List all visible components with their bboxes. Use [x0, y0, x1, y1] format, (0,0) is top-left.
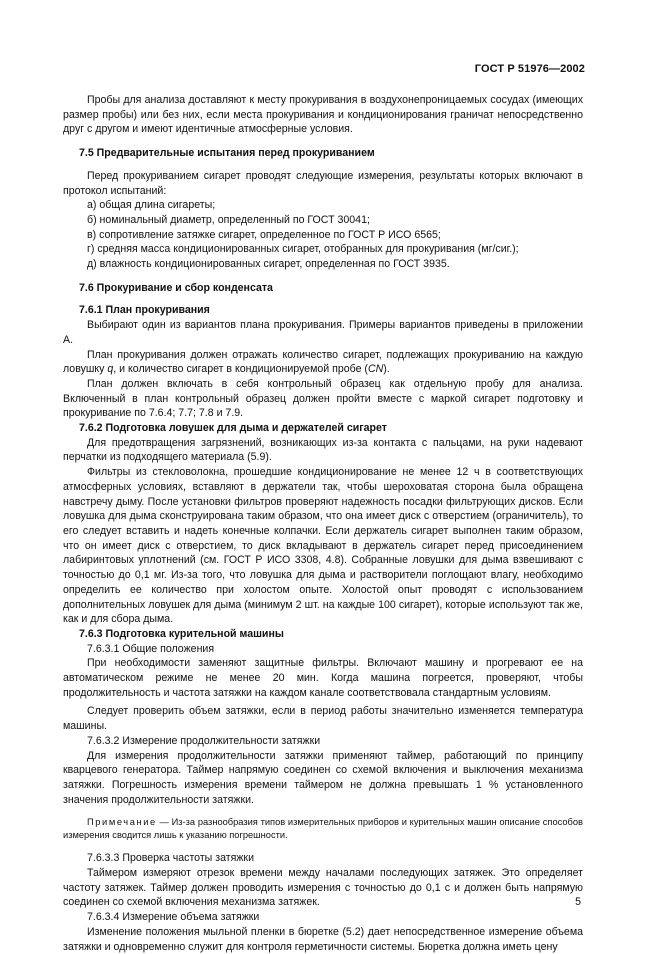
heading-7-6-3-2: 7.6.3.2 Измерение продолжительности затяжки: [87, 734, 321, 747]
note-label: Примечание: [87, 817, 157, 828]
heading-7-6-1: 7.6.1 План прокуривания: [79, 304, 210, 317]
heading-7-6: 7.6 Прокуривание и сбор конденсата: [79, 281, 273, 294]
heading-7-5: 7.5 Предварительные испытания перед прокуриванием: [79, 147, 375, 160]
heading-7-6-3: 7.6.3 Подготовка курительной машины: [79, 627, 284, 640]
paragraph-7-5: Перед прокуриванием сигарет проводят следующие измерения, результаты которых включают в протокол испытаний:: [63, 169, 583, 197]
list-item: б) номинальный диаметр, определенный по ГОСТ 30041;: [87, 213, 370, 226]
paragraph-7-6-3-1-a: При необходимости заменяют защитные фильтры. Включают машину и прогревают ее на автоматическом режиме не менее 20 мин. Когда машина погреется, проверяют, чтобы продолжительность и частота затяжки на каждом канале соответствовала стандартным условиям.: [63, 657, 583, 699]
text-run: , и количество сигарет в кондиционируемой пробе (: [113, 363, 368, 376]
list-item: г) средняя масса кондиционированных сигарет, отобранных для прокуривания (мг/сиг.);: [87, 243, 519, 256]
paragraph-7-6-1-c: План должен включать в себя контрольный образец как отдельную пробу для анализа. Включенный в план контрольный образец должен пройти вместе с маркой сигарет подготовку и прокуривание по 7.6.4; 7.7; 7.8 и 7.9.: [63, 377, 583, 420]
document-body: [63, 93, 583, 954]
paragraph-7-6-3-4: Изменение положения мыльной пленки в бюретке (5.2) дает непосредственное измерение объема затяжки и одновременно служит для контроля герметичности системы. Бюретка должна иметь цену: [63, 925, 583, 953]
paragraph-intro: Пробы для анализа доставляют к месту прокуривания в воздухонепроницаемых сосудах (имеющих размер пробы) или без них, если места прокуривания и кондиционирования граничат непосредственно друг с другом и имеют идентичные атмосферные условия.: [63, 94, 583, 136]
heading-7-6-3-4: 7.6.3.4 Измерение объема затяжки: [87, 911, 260, 924]
text-run: План прокуривания должен отражать количество сигарет, подлежащих прокуриванию на каждую ловушку: [63, 348, 583, 376]
heading-7-6-2: 7.6.2 Подготовка ловушек для дыма и держателей сигарет: [79, 422, 387, 435]
symbol-cn: CN: [367, 363, 384, 376]
paragraph-7-6-1-a: Выбирают один из вариантов плана прокуривания. Примеры вариантов приведены в приложении А.: [63, 319, 583, 346]
page-number: 5: [575, 896, 581, 908]
paragraph-7-6-3-1-b: Следует проверить объем затяжки, если в период работы значительно изменяется температура машины.: [63, 705, 583, 733]
paragraph-7-6-3-2: Для измерения продолжительности затяжки применяют таймер, работающий по принципу кварцевого генератора. Таймер напрямую соединен со схемой включения и выключения механизма затяжки. Погрешность измерения времени таймером не должна превышать 1 % установленного значения продолжительности затяжки.: [63, 749, 583, 806]
standard-header: ГОСТ Р 51976—2002: [474, 63, 585, 75]
note-text: — Из-за разнообразия типов измерительных приборов и курительных машин описание способов измерения сводится лишь к указанию погрешности.: [63, 817, 583, 841]
paragraph-7-6-1-b: [63, 348, 583, 377]
paragraph-7-6-2-a: Для предотвращения загрязнений, возникающих из-за контакта с пальцами, на руки надевают перчатки из подходящего материала (5.9).: [63, 436, 583, 464]
paragraph-7-6-2-b: Фильтры из стекловолокна, прошедшие кондиционирование не менее 12 ч в соответствующих атмосферных условиях, вставляют в держатели так, чтобы шероховатая сторона была обращена навстречу дыму. После установки фильтров проверяют надежность посадки фильтрующих дисков. Если ловушка для дыма сконструирована таким образом, что она имеет диск с отверстием (ограничитель), то его следует вставить и надеть конечные колпачки. Если держатель сигарет выполнен таким образом, что он имеет диск с отверстием, то диск вкладывают в держатель сигарет перед присоединением лабиринтовых уплотнений (см. ГОСТ Р ИСО 3308, 4.8). Собранные ловушки для дыма взвешивают с точностью до 0,1 мг. Из-за того, что ловушка для дыма и растворители поглощают влагу, необходимо определить ее количество при холостом опыте. Холостой опыт проводят с использованием дополнительных ловушек для дыма (минимум 2 шт. на каждые 100 сигарет), которые используют так же, как и для сбора дыма.: [63, 466, 583, 626]
list-item: в) сопротивление затяжке сигарет, определенное по ГОСТ Р ИСО 6565;: [87, 228, 441, 241]
text-run: ).: [383, 363, 390, 376]
list-item: д) влажность кондиционированных сигарет, определенная по ГОСТ 3935.: [87, 258, 450, 271]
heading-7-6-3-3: 7.6.3.3 Проверка частоты затяжки: [87, 852, 254, 865]
list-item: а) общая длина сигареты;: [87, 199, 216, 212]
heading-7-6-3-1: 7.6.3.1 Общие положения: [87, 642, 215, 655]
note: [63, 816, 583, 842]
symbol-q: q: [107, 363, 114, 376]
paragraph-7-6-3-3: Таймером измеряют отрезок времени между началами последующих затяжек. Это определяет частоту затяжек. Таймер должен проводить измерения с точностью до 0,1 с и должен быть напрямую соединен со схемой включения механизма затяжек.: [63, 867, 583, 909]
